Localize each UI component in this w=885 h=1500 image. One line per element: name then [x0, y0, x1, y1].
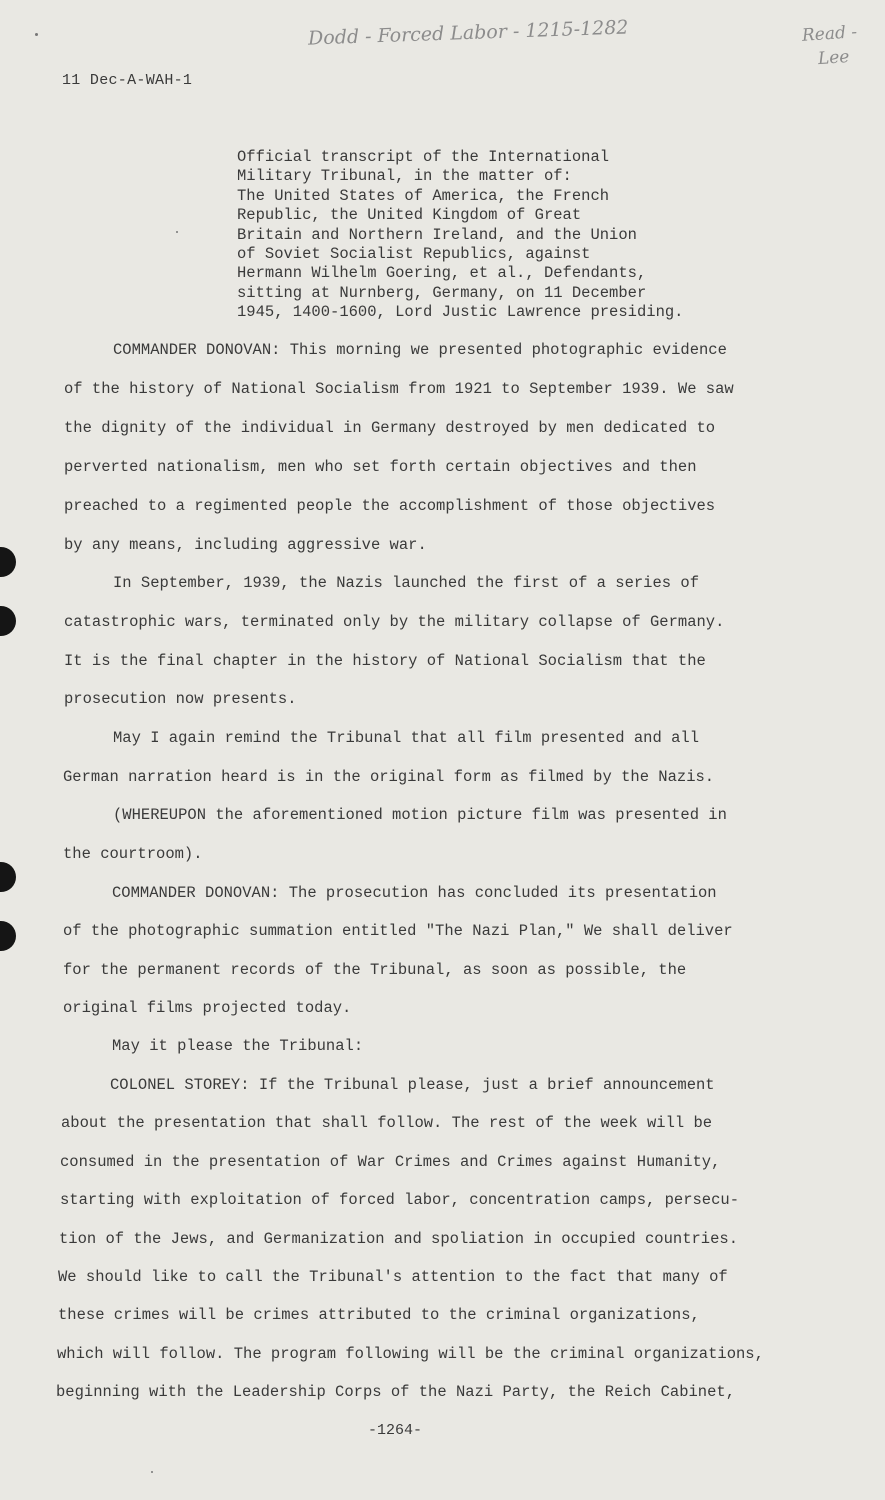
- handwritten-note: Dodd - Forced Labor - 1215-1282: [307, 16, 629, 50]
- transcript-line: May I again remind the Tribunal that all film presented and all: [113, 729, 699, 747]
- transcript-line: May it please the Tribunal:: [112, 1037, 364, 1055]
- transcript-line: for the permanent records of the Tribunal, as soon as possible, the: [63, 961, 687, 979]
- handwritten-margin-note: Lee: [817, 46, 851, 70]
- transcript-line: the dignity of the individual in Germany destroyed by men dedicated to: [64, 419, 716, 437]
- transcript-line: starting with exploitation of forced labor, concentration camps, persecu-: [60, 1191, 740, 1209]
- transcript-line: consumed in the presentation of War Crimes and Crimes against Humanity,: [60, 1153, 721, 1171]
- paper-speck: [151, 1471, 153, 1473]
- heading-line: Military Tribunal, in the matter of:: [237, 167, 572, 186]
- transcript-line: preached to a regimented people the accomplishment of those objectives: [64, 497, 716, 515]
- transcript-line: these crimes will be crimes attributed to the criminal organizations,: [58, 1306, 700, 1324]
- transcript-line: prosecution now presents.: [64, 690, 297, 708]
- paper-speck: [35, 33, 38, 36]
- transcript-line: the courtroom).: [63, 845, 203, 863]
- heading-line: of Soviet Socialist Republics, against: [237, 245, 591, 264]
- transcript-line: (WHEREUPON the aforementioned motion picture film was presented in: [113, 806, 727, 824]
- transcript-line: COLONEL STOREY: If the Tribunal please, just a brief announcement: [110, 1076, 715, 1094]
- transcript-line: of the history of National Socialism from 1921 to September 1939. We saw: [64, 380, 734, 398]
- heading-line: Britain and Northern Ireland, and the Union: [237, 225, 637, 244]
- transcript-line: COMMANDER DONOVAN: This morning we presented photographic evidence: [113, 341, 727, 359]
- punch-hole: [0, 921, 16, 951]
- heading-line: sitting at Nurnberg, Germany, on 11 December: [237, 283, 647, 302]
- heading-line: Hermann Wilhelm Goering, et al., Defendants,: [237, 264, 647, 283]
- heading-line: Official transcript of the International: [237, 148, 610, 166]
- punch-hole: [0, 606, 16, 636]
- transcript-line: original films projected today.: [63, 999, 352, 1017]
- transcript-line: perverted nationalism, men who set forth certain objectives and then: [64, 458, 697, 476]
- transcript-line: It is the final chapter in the history of National Socialism that the: [64, 652, 706, 670]
- transcript-line: beginning with the Leadership Corps of the Nazi Party, the Reich Cabinet,: [56, 1383, 736, 1401]
- transcript-line: In September, 1939, the Nazis launched the first of a series of: [113, 574, 699, 592]
- transcript-line: tion of the Jews, and Germanization and spoliation in occupied countries.: [59, 1230, 739, 1248]
- transcript-line: COMMANDER DONOVAN: The prosecution has concluded its presentation: [112, 884, 717, 902]
- transcript-line: We should like to call the Tribunal's attention to the fact that many of: [58, 1268, 728, 1286]
- heading-line: The United States of America, the French: [237, 186, 610, 205]
- transcript-line: German narration heard is in the original form as filmed by the Nazis.: [63, 768, 715, 786]
- document-id: 11 Dec-A-WAH-1: [62, 72, 193, 89]
- transcript-heading: [237, 148, 717, 323]
- page-number: -1264-: [368, 1422, 423, 1439]
- transcript-line: which will follow. The program following will be the criminal organizations,: [57, 1345, 764, 1363]
- heading-line: Republic, the United Kingdom of Great: [237, 206, 582, 225]
- punch-hole: [0, 547, 16, 577]
- transcript-line: of the photographic summation entitled "The Nazi Plan," We shall deliver: [63, 922, 733, 940]
- handwritten-margin-note: Read -: [801, 22, 858, 46]
- punch-hole: [0, 862, 16, 892]
- paper-speck: [176, 231, 178, 233]
- transcript-line: by any means, including aggressive war.: [64, 536, 427, 554]
- heading-line: 1945, 1400-1600, Lord Justic Lawrence presiding.: [237, 303, 684, 322]
- transcript-line: about the presentation that shall follow. The rest of the week will be: [61, 1114, 713, 1132]
- transcript-line: catastrophic wars, terminated only by the military collapse of Germany.: [64, 613, 725, 631]
